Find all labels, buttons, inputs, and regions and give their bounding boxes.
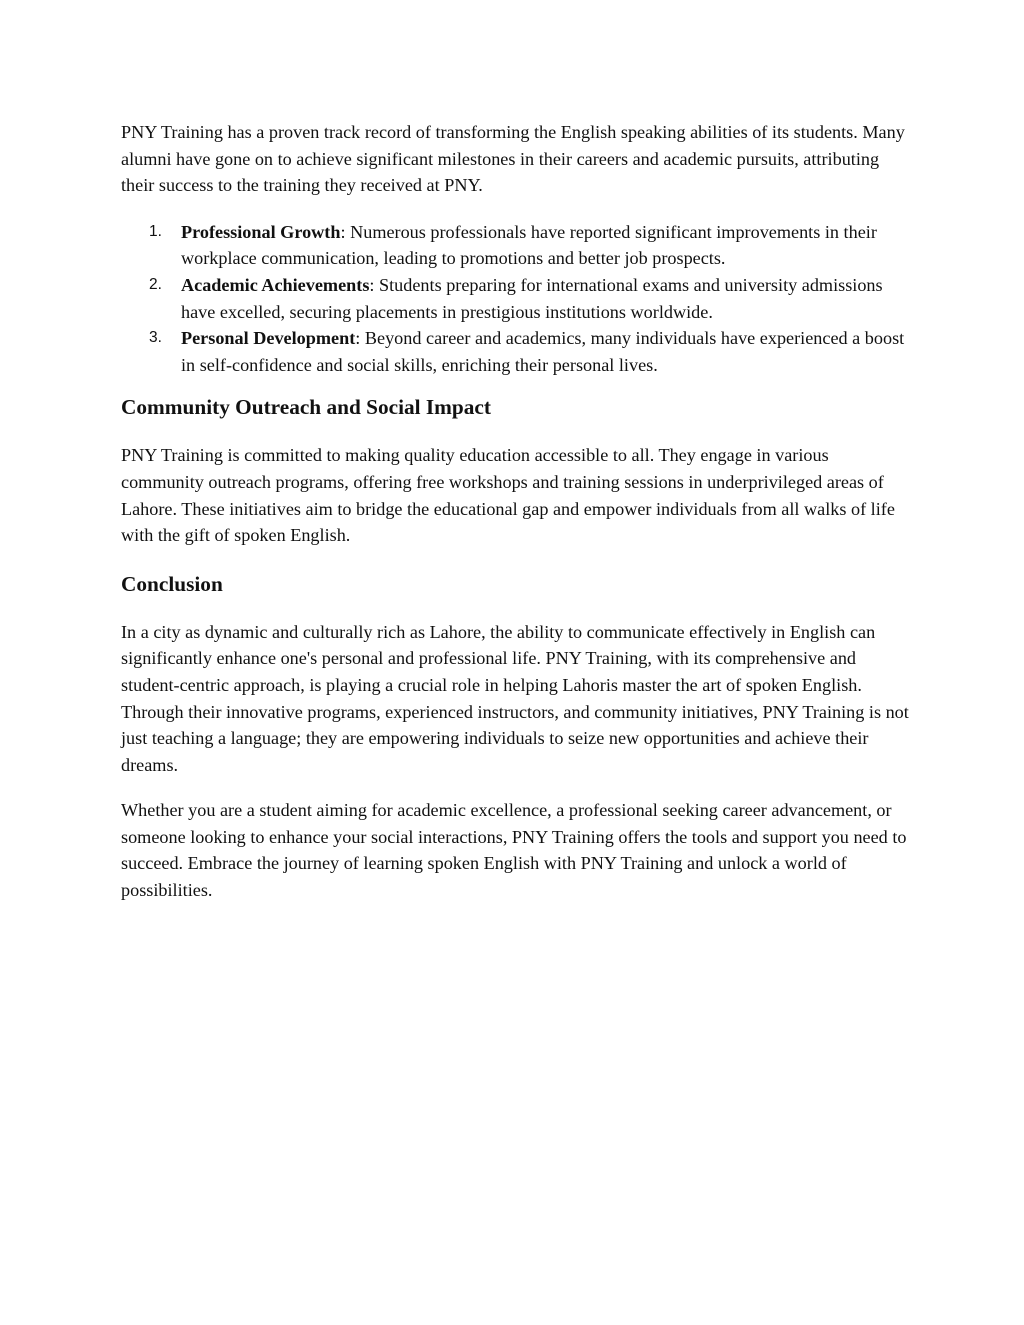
outreach-heading: Community Outreach and Social Impact xyxy=(121,395,491,420)
list-number: 3. xyxy=(149,329,162,347)
list-item-title: Professional Growth xyxy=(181,221,341,242)
conclusion-paragraph-1: In a city as dynamic and culturally rich as Lahore, the ability to communicate effectively in English can significantly enhance one's personal and professional life. PNY Training, with its comprehensive and student-centric approach, is playing a crucial role in helping Lahoris master the art of spoken English. Through their innovative programs, experienced instructors, and community initiatives, PNY Training is not just teaching a language; they are empowering individuals to seize new opportunities and achieve their dreams. xyxy=(121,621,909,775)
conclusion-paragraph-2: Whether you are a student aiming for academic excellence, a professional seeking career advancement, or someone looking to enhance your social interactions, PNY Training offers the tools and support you need to succeed. Embrace the journey of learning spoken English with PNY Training and unlock a world of possibilities. xyxy=(121,800,907,901)
list-number: 2. xyxy=(149,275,162,293)
milestones-list xyxy=(121,219,911,379)
list-item-text: : Beyond career and academics, many individuals have experienced a boost in self-confidence and social skills, enriching their personal lives. xyxy=(181,328,905,375)
outreach-paragraph: PNY Training is committed to making quality education accessible to all. They engage in various community outreach programs, offering free workshops and training sessions in underprivileged areas of Lahore. These initiatives aim to bridge the educational gap and empower individuals from all walks of life with the gift of spoken English. xyxy=(121,445,895,546)
conclusion-heading: Conclusion xyxy=(121,571,223,596)
intro-paragraph: PNY Training has a proven track record of transforming the English speaking abilities of its students. Many alumni have gone on to achieve significant milestones in their careers and academic pursuits, attributing their success to the training they received at PNY. xyxy=(121,122,905,196)
list-item-text: : Students preparing for international exams and university admissions have excelled, securing placements in prestigious institutions worldwide. xyxy=(181,274,883,322)
list-item-title: Academic Achievements xyxy=(181,274,370,295)
list-item xyxy=(121,325,911,378)
list-item xyxy=(121,219,911,272)
document-page xyxy=(121,119,911,904)
list-item-text: : Numerous professionals have reported significant improvements in their workplace communication, leading to promotions and better job prospects. xyxy=(181,221,877,269)
list-item xyxy=(121,272,911,325)
list-number: 1. xyxy=(149,222,162,240)
list-item-title: Personal Development xyxy=(181,328,356,349)
